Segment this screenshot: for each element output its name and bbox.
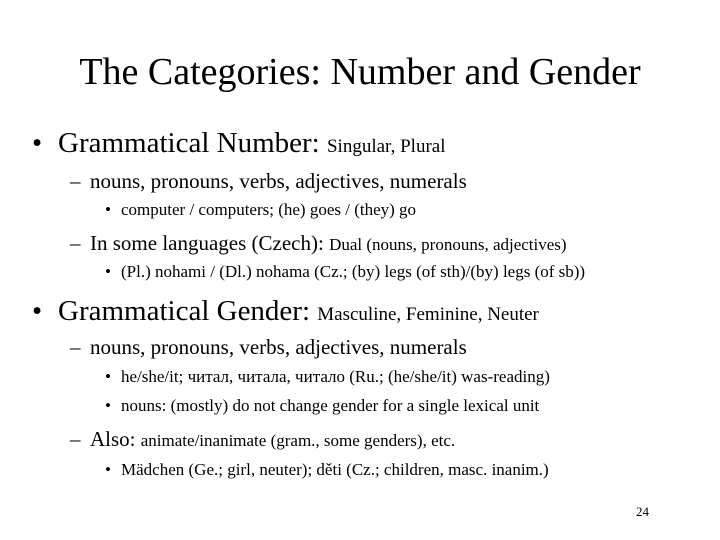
- bullet-heading-detail: Singular, Plural: [326, 136, 446, 157]
- bullet-heading: Grammatical Number:: [58, 127, 320, 159]
- example-gender-russian: [105, 366, 550, 388]
- subpoint-text: Also:: [90, 427, 136, 451]
- dash-mark: –: [70, 231, 81, 255]
- bullet-mark: •: [105, 200, 111, 219]
- bullet-mark: •: [32, 295, 43, 327]
- example-gender-nouns: [105, 395, 539, 417]
- example-dual-czech: [105, 261, 585, 283]
- bullet-grammatical-gender: [32, 294, 539, 332]
- example-number-english: [105, 199, 416, 221]
- example-text: he/she/it; читал, читала, читало (Ru.; (he/she/it) was-reading): [121, 367, 550, 386]
- subpoint-detail: animate/inanimate (gram., some genders), etc.: [140, 431, 456, 450]
- bullet-mark: •: [105, 367, 111, 386]
- example-text: (Pl.) nohami / (Dl.) nohama (Cz.; (by) legs (of sth)/(by) legs (of sb)): [121, 262, 586, 281]
- page-number: 24: [636, 504, 649, 519]
- example-animacy: [105, 459, 549, 481]
- subpoint-gender-word-classes: [70, 334, 467, 360]
- subpoint-dual-number: [70, 230, 567, 258]
- bullet-heading-detail: Masculine, Feminine, Neuter: [317, 304, 539, 325]
- bullet-grammatical-number: [32, 126, 445, 164]
- bullet-mark: •: [105, 460, 111, 479]
- dash-mark: –: [70, 335, 81, 359]
- bullet-mark: •: [32, 127, 43, 159]
- slide-title: The Categories: Number and Gender: [79, 51, 641, 93]
- bullet-heading: Grammatical Gender:: [58, 295, 311, 327]
- subpoint-text: nouns, pronouns, verbs, adjectives, numerals: [90, 169, 467, 193]
- bullet-mark: •: [105, 262, 111, 281]
- dash-mark: –: [70, 169, 81, 193]
- subpoint-number-word-classes: [70, 168, 467, 194]
- subpoint-text: In some languages (Czech):: [90, 231, 324, 255]
- subpoint-animacy: [70, 426, 455, 454]
- example-text: nouns: (mostly) do not change gender for a single lexical unit: [121, 396, 540, 415]
- example-text: computer / computers; (he) goes / (they) go: [121, 200, 417, 219]
- bullet-mark: •: [105, 396, 111, 415]
- example-text: Mädchen (Ge.; girl, neuter); děti (Cz.; children, masc. inanim.): [121, 460, 549, 479]
- dash-mark: –: [70, 427, 81, 451]
- subpoint-detail: Dual (nouns, pronouns, adjectives): [329, 235, 567, 254]
- subpoint-text: nouns, pronouns, verbs, adjectives, numerals: [90, 335, 467, 359]
